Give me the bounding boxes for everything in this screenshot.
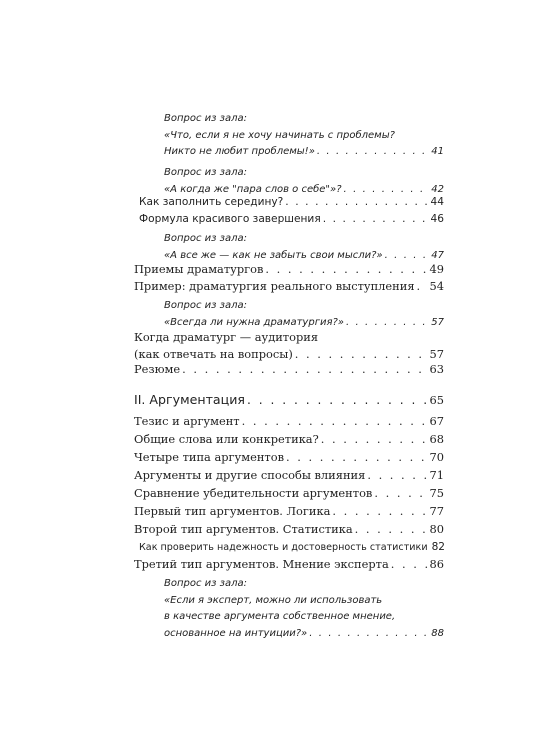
toc-page-number: 65	[429, 393, 444, 407]
toc-entry-title: Формула красивого завершения	[139, 213, 321, 225]
toc-page-number: 63	[429, 362, 444, 376]
toc-entry-section	[134, 467, 444, 484]
toc-entry-line: основанное на интуиции?»	[164, 627, 308, 639]
toc-entry-line: «А все же — как не забыть свои мысли?»	[164, 249, 383, 261]
toc-entry-line: «Всегда ли нужна драматургия?»	[164, 316, 344, 328]
dot-leader	[367, 467, 427, 484]
toc-entry-line: Вопрос из зала:	[164, 167, 247, 178]
toc-page-number: 70	[429, 450, 444, 464]
toc-entry-line: в качестве аргумента собственное мнение,	[164, 611, 396, 622]
toc-entry-section	[134, 278, 444, 295]
toc-entry-section	[134, 449, 444, 466]
dot-leader	[309, 626, 429, 643]
dot-leader	[247, 391, 428, 409]
toc-entry-title: Общие слова или конкретика?	[134, 432, 319, 446]
toc-page-number: 57	[431, 316, 444, 328]
dot-leader	[321, 431, 428, 448]
toc-entry-audience-question	[134, 111, 444, 161]
toc-page-number: 77	[429, 504, 444, 518]
toc-entry-title: Резюме	[134, 362, 181, 376]
toc-page-number: 47	[431, 249, 444, 261]
toc-entry-subsection	[134, 539, 444, 556]
toc-entry-section	[134, 361, 444, 378]
toc-entry-line: (как отвечать на вопросы)	[134, 347, 293, 362]
toc-entry-title: Третий тип аргументов. Мнение эксперта	[134, 557, 389, 571]
toc-entry-line: Вопрос из зала:	[164, 113, 247, 124]
toc-entry-subsection	[134, 211, 444, 228]
dot-leader	[417, 278, 428, 295]
dot-leader	[332, 503, 427, 520]
dot-leader	[355, 521, 428, 538]
toc-entry-line: «Что, если я не хочу начинать с проблемы?	[164, 129, 395, 141]
toc-page-number: 44	[430, 196, 444, 208]
toc-chapter-title: II. Аргументация	[134, 392, 245, 407]
toc-entry-section	[134, 329, 444, 363]
toc-entry-line: Вопрос из зала:	[164, 300, 247, 311]
toc-entry-section	[134, 485, 444, 502]
toc-page-number: 57	[429, 347, 444, 362]
dot-leader	[182, 361, 427, 378]
toc-entry-line: «А когда же "пара слов о себе"»?	[164, 183, 342, 195]
toc-entry-title: Тезис и аргумент	[134, 414, 240, 428]
dot-leader	[286, 449, 428, 466]
toc-entry-chapter	[134, 391, 444, 409]
toc-page-number: 71	[429, 468, 444, 482]
toc-entry-section	[134, 521, 444, 538]
dot-leader	[323, 211, 429, 228]
toc-entry-title: Сравнение убедительности аргументов	[134, 486, 373, 500]
dot-leader	[374, 485, 427, 502]
dot-leader	[265, 261, 427, 278]
toc-entry-title: Второй тип аргументов. Статистика	[134, 522, 353, 536]
toc-entry-title: Аргументы и другие способы влияния	[134, 468, 366, 482]
dot-leader	[391, 556, 428, 573]
toc-entry-section	[134, 431, 444, 448]
toc-page-number: 82	[431, 541, 446, 553]
toc-page-number: 68	[429, 432, 444, 446]
toc-entry-title: Приемы драматургов	[134, 262, 264, 276]
toc-entry-subsection	[134, 194, 444, 211]
dot-leader	[317, 144, 429, 161]
toc-page-number: 80	[429, 522, 444, 536]
dot-leader	[242, 413, 428, 430]
toc-page-number: 67	[429, 414, 444, 428]
toc-page-number: 49	[429, 262, 444, 276]
toc-entry-line: «Если я эксперт, можно ли использовать	[164, 594, 383, 606]
toc-entry-section	[134, 261, 444, 278]
toc-page-number: 75	[429, 486, 444, 500]
toc-entry-title: Пример: драматургия реального выступления	[134, 279, 415, 293]
toc-entry-line: Никто не любит проблемы!»	[164, 146, 315, 157]
toc-page-number: 88	[431, 627, 444, 639]
toc-entry-line: Вопрос из зала:	[164, 233, 247, 244]
toc-entry-line: Когда драматург — аудитория	[134, 330, 319, 344]
toc-entry-title: Как проверить надежность и достоверность статистики	[139, 542, 428, 553]
toc-entry-title: Первый тип аргументов. Логика	[134, 504, 331, 518]
toc-entry-title: Четыре типа аргументов	[134, 450, 284, 464]
dot-leader	[285, 194, 428, 211]
toc-entry-audience-question	[134, 576, 444, 642]
toc-entry-audience-question	[134, 231, 444, 264]
toc-entry-section	[134, 503, 444, 520]
toc-entry-audience-question	[134, 298, 444, 331]
toc-page-number: 41	[431, 146, 444, 157]
toc-entry-line: Вопрос из зала:	[164, 578, 247, 589]
toc-page-number: 46	[430, 213, 444, 225]
toc-entry-title: Как заполнить середину?	[139, 196, 284, 208]
toc-entry-section	[134, 413, 444, 430]
toc-page-number: 86	[429, 557, 444, 571]
toc-page-number: 42	[431, 183, 444, 195]
toc-page-number: 54	[429, 279, 444, 293]
toc-entry-section	[134, 556, 444, 573]
